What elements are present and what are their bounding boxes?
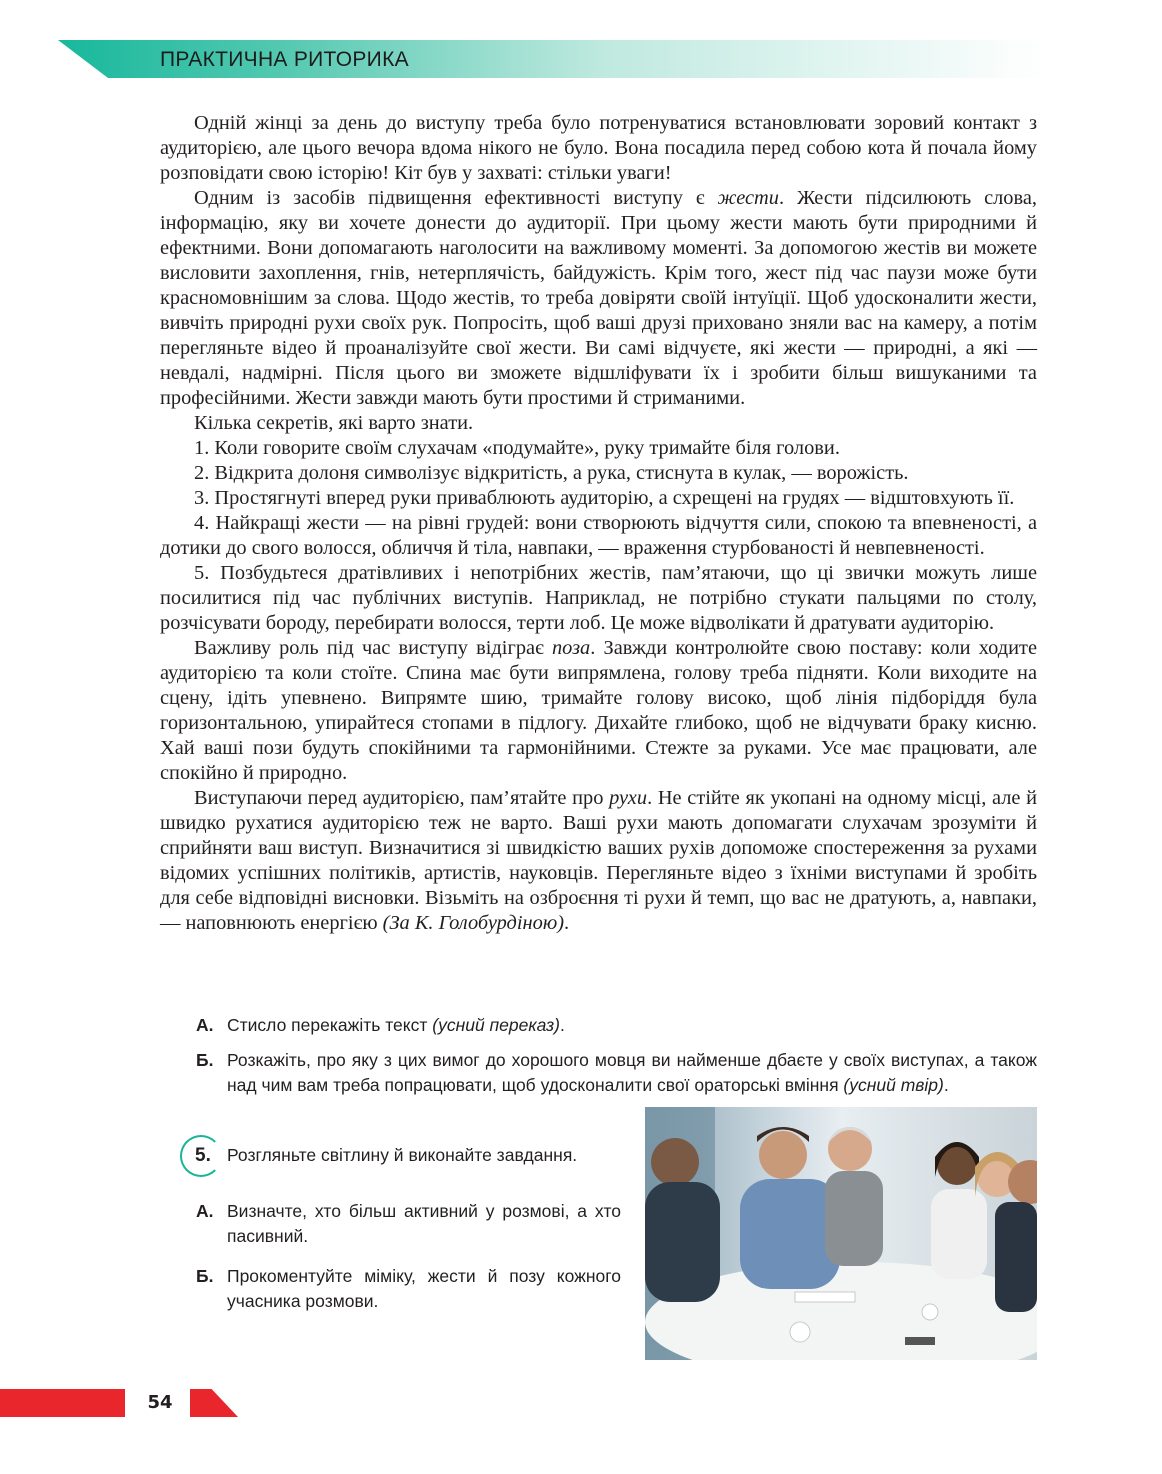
task-letter: Б. — [196, 1266, 214, 1286]
citation: (За К. Голобурдіною) — [382, 912, 565, 934]
task-text: Визначте, хто більш активний у розмові, а хто пасивний. — [227, 1201, 621, 1246]
footer-arrow — [190, 1389, 238, 1417]
list-item: 4. Найкращі жести — на рівні грудей: вони створюють відчуття сили, спокою та впевненості, а дотики до свого волосся, обличчя й тіла, навпаки, — враження стурбованості й невпевненості. — [160, 512, 1037, 559]
list-item: 2. Відкрита долоня символізує відкритість, а рука, стиснута в кулак, — ворожість. — [194, 462, 909, 484]
paragraph: Одним із засобів підвищення ефективності виступу є жести. Жести підсилюють слова, інформацію, яку ви хочете донести до аудиторії. При цьому жести мають бути природними й ефектними. Вони допомагають наголосити на важливому моменті. За допомогою жестів ви можете висловити захоплення, гнів, нетерплячість, байдужість. Крім того, жест під час паузи може бути красномовнішим за слова. Щодо жестів, то треба довіряти своїй інтуїції. Щоб удосконалити жести, вивчіть природні рухи своїх рук. Попросіть, щоб ваші друзі приховано зняли вас на камеру, а потім перегляньте відео й проаналізуйте свої жести. Ви самі відчуєте, які жести — природні, а які — невдалі, надмірні. Після цього ви зможете відшліфувати їх і зробити більш вишуканими та професійними. Жести завжди мають бути простими й стриманими. — [160, 187, 1038, 409]
task-letter: Б. — [196, 1050, 214, 1070]
paragraph: Важливу роль під час виступу відіграє поза. Завжди контролюйте свою поставу: коли ходите аудиторією та коли стоїте. Спина має бути випрямлена, голову треба підняти. Коли виходите на сцену, ідіть упевнено. Випрямте шию, тримайте голову високо, щоб лінія підборіддя була горизонтальною, упирайтеся стопами в підлогу. Дихайте глибоко, щоб не відчувати браку кисню. Хай ваші пози будуть спокійними та гармонійними. Стежте за руками. Усе має працювати, але спокійно й природно. — [160, 637, 1038, 784]
meeting-illustration — [645, 1107, 1037, 1360]
term-pose: поза — [551, 637, 591, 659]
task-b — [160, 1048, 1037, 1098]
list-item: 3. Простягнуті вперед руки приваблюють аудиторію, а схрещені на грудях — відштовхують її. — [194, 487, 1015, 509]
footer-bar — [0, 1389, 125, 1417]
term-movements: рухи — [609, 787, 648, 809]
task-text: Розкажіть, про яку з цих вимог до хорошого мовця ви найменше дбаєте у своїх виступах, а також над чим вам треба попрацювати, щоб удосконалити свої ораторські вміння (усний твір). — [227, 1050, 1037, 1095]
meeting-photo — [645, 1107, 1037, 1360]
section-title: ПРАКТИЧНА РИТОРИКА — [160, 48, 409, 71]
paragraph: Кілька секретів, які варто знати. — [194, 412, 474, 434]
task-letter: А. — [196, 1015, 214, 1035]
page-number: 54 — [147, 1392, 173, 1413]
task-text: Стисло перекажіть текст (усний переказ). — [227, 1015, 565, 1035]
list-item: 1. Коли говорите своїм слухачам «подумайте», руку тримайте біля голови. — [194, 437, 840, 459]
task-text: Прокоментуйте міміку, жести й позу кожного учасника розмови. — [227, 1266, 621, 1311]
exercise-number: 5. — [195, 1145, 211, 1166]
term-gestures: жести — [717, 187, 779, 209]
task-a — [160, 1013, 1037, 1038]
paragraph: Одній жінці за день до виступу треба було потренуватися встановлювати зоровий контакт з аудиторією, але цього вечора вдома нікого не було. Вона посадила перед собою кота й почала йому розповідати свою історію! Кіт був у захваті: стільки уваги! — [160, 112, 1037, 184]
paragraph: Виступаючи перед аудиторією, пам’ятайте про рухи. Не стійте як укопані на одному місці, але й швидко рухатися аудиторією теж не варто. Ваші рухи мають допомагати слухачам зрозуміти й сприйняти ваш виступ. Визначитися зі швидкістю ваших рухів допоможе спостереження за рухами відомих успішних політиків, артистів, науковців. Перегляньте відео з їхніми виступами й зробіть для себе відповідні висновки. Візьміть на озброєння ті рухи й темп, що вас не дратують, а, навпаки, — наповнюють енергією (За К. Голобурдіною). — [160, 787, 1038, 934]
exercise-text: Розгляньте світлину й виконайте завдання. — [227, 1145, 578, 1165]
task-letter: А. — [196, 1201, 214, 1221]
list-item: 5. Позбудьтеся дратівливих і непотрібних жестів, пам’ятаючи, що ці звички можуть лише посилитися під час публічних виступів. Наприклад, не потрібно стукати пальцями по столу, розчісувати бороду, перебирати волосся, терти лоб. Це може відволікати й дратувати аудиторію. — [160, 562, 1037, 634]
main-text — [160, 111, 1037, 936]
